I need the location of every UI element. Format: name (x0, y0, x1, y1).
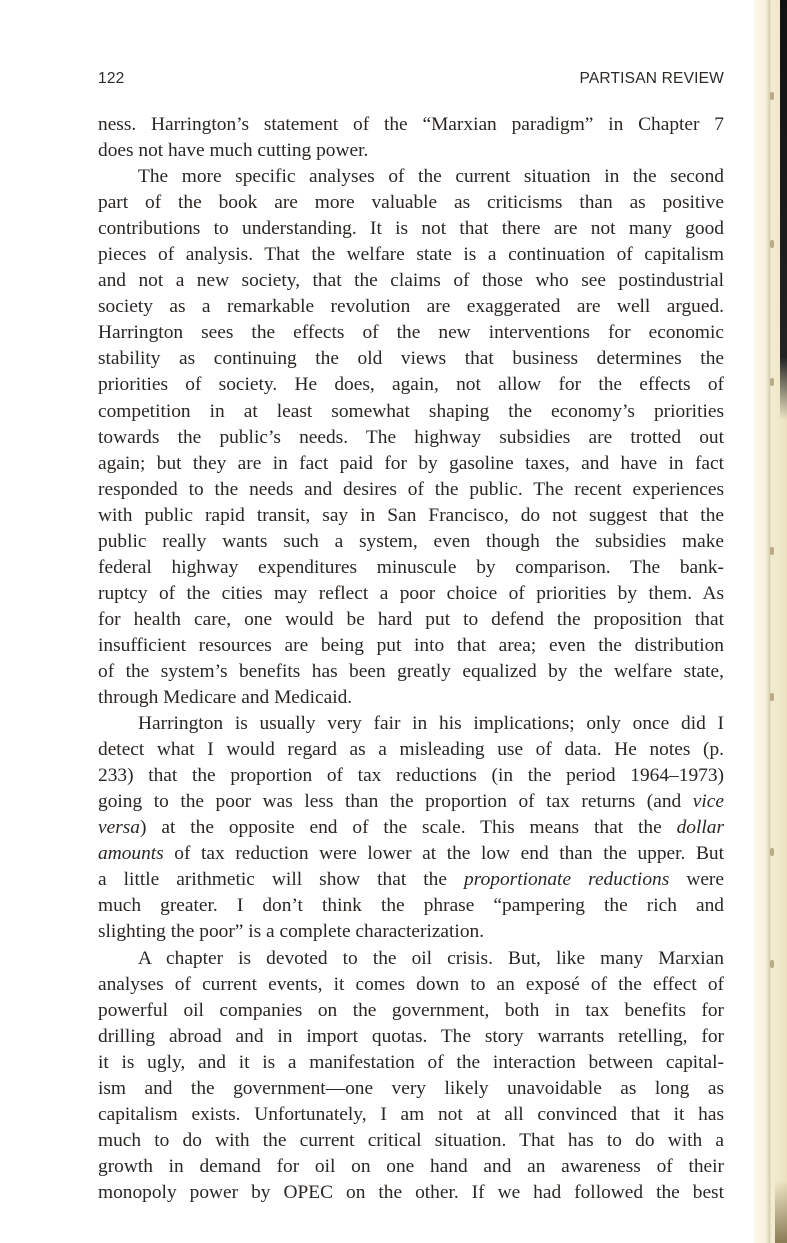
journal-title: PARTISAN REVIEW (579, 70, 724, 87)
text-line: and not a new society, that the claims of those who see postindustrial (98, 270, 724, 292)
text-line: Harrington sees the effects of the new interventions for economic (98, 322, 724, 344)
text-line: monopoly power by OPEC on the other. If we had followed the best (98, 1181, 724, 1203)
text-line: growth in demand for oil on one hand and an awareness of their (98, 1155, 724, 1177)
italic-text: dollar (676, 817, 724, 839)
text-line: drilling abroad and in import quotas. The story warrants retelling, for (98, 1025, 724, 1047)
text-line: contributions to understanding. It is not that there are not many good (98, 218, 724, 240)
paragraph-start-line: Harrington is usually very fair in his implications; only once did I (138, 713, 724, 735)
edge-mark (770, 960, 774, 968)
edge-mark (770, 378, 774, 386)
text-line: competition in at least somewhat shaping the economy’s priorities (98, 400, 724, 422)
text-line: society as a remarkable revolution are exaggerated are well argued. (98, 296, 724, 318)
text-line: capitalism exists. Unfortunately, I am not at all convinced that it has (98, 1103, 724, 1125)
text-run: a little arithmetic will show that the (98, 869, 465, 891)
text-run: of tax reduction were lower at the low end than the upper. But (163, 843, 724, 865)
text-line: pieces of analysis. That the welfare state is a continuation of capitalism (98, 244, 724, 266)
text-line: for health care, one would be hard put to defend the proposition that (98, 608, 724, 630)
text-line: towards the public’s needs. The highway subsidies are trotted out (98, 426, 724, 448)
text-line: much greater. I don’t think the phrase “pampering the rich and (98, 895, 724, 917)
text-run: going to the poor was less than the proportion of tax returns (and (98, 791, 693, 813)
text-line: analyses of current events, it comes down to an exposé of the effect of (98, 973, 724, 995)
text-line: part of the book are more valuable as criticisms than as positive (98, 192, 724, 214)
text-line (98, 789, 724, 815)
page-number: 122 (98, 70, 125, 87)
running-head (98, 70, 724, 92)
text-line: responded to the needs and desires of the public. The recent experiences (98, 478, 724, 500)
text-run: ) at the opposite end of the scale. This means that the (140, 817, 677, 839)
text-line: insufficient resources are being put into that area; even the distribution (98, 634, 724, 656)
text-line: much to do with the current critical situation. That has to do with a (98, 1129, 724, 1151)
text-line: with public rapid transit, say in San Francisco, do not suggest that the (98, 504, 724, 526)
text-line: it is ugly, and it is a manifestation of the interaction between capital- (98, 1051, 724, 1073)
edge-mark (770, 547, 774, 555)
text-line: of the system’s benefits has been greatly equalized by the welfare state, (98, 660, 724, 682)
paragraph-start-line: A chapter is devoted to the oil crisis. But, like many Marxian (138, 947, 724, 969)
edge-mark (770, 848, 774, 856)
text-line: 233) that the proportion of tax reductions (in the period 1964–1973) (98, 765, 724, 787)
text-line (98, 867, 724, 893)
text-run: were (669, 869, 724, 891)
text-line: through Medicare and Medicaid. (98, 687, 353, 709)
italic-text: proportionate reductions (464, 869, 670, 891)
binding-shadow (780, 0, 787, 420)
italic-text: amounts (98, 843, 164, 865)
text-line: ruptcy of the cities may reflect a poor choice of priorities by them. As (98, 582, 724, 604)
paragraph-start-line: The more specific analyses of the current situation in the second (138, 166, 724, 188)
page-edge-shadow (775, 1180, 787, 1243)
text-line: ness. Harrington’s statement of the “Marxian paradigm” in Chapter 7 (98, 114, 724, 135)
text-line: detect what I would regard as a misleading use of data. He notes (p. (98, 739, 724, 761)
edge-mark (770, 693, 774, 701)
edge-mark (770, 92, 774, 100)
text-line (98, 841, 724, 867)
body-text (98, 112, 724, 1206)
text-line: powerful oil companies on the government, both in tax benefits for (98, 999, 724, 1021)
text-line: ism and the government—one very likely unavoidable as long as (98, 1077, 724, 1099)
text-line: again; but they are in fact paid for by gasoline taxes, and have in fact (98, 452, 724, 474)
edge-mark (770, 240, 774, 248)
italic-text: vice (692, 791, 724, 813)
text-line: does not have much cutting power. (98, 140, 369, 162)
italic-text: versa (98, 817, 141, 839)
text-line: stability as continuing the old views that business determines the (98, 348, 724, 370)
text-line: public really wants such a system, even though the subsidies make (98, 530, 724, 552)
text-line: federal highway expenditures minuscule by comparison. The bank- (98, 556, 724, 578)
text-line: slighting the poor” is a complete characterization. (98, 921, 485, 943)
text-line (98, 815, 724, 841)
text-line: priorities of society. He does, again, not allow for the effects of (98, 374, 724, 396)
